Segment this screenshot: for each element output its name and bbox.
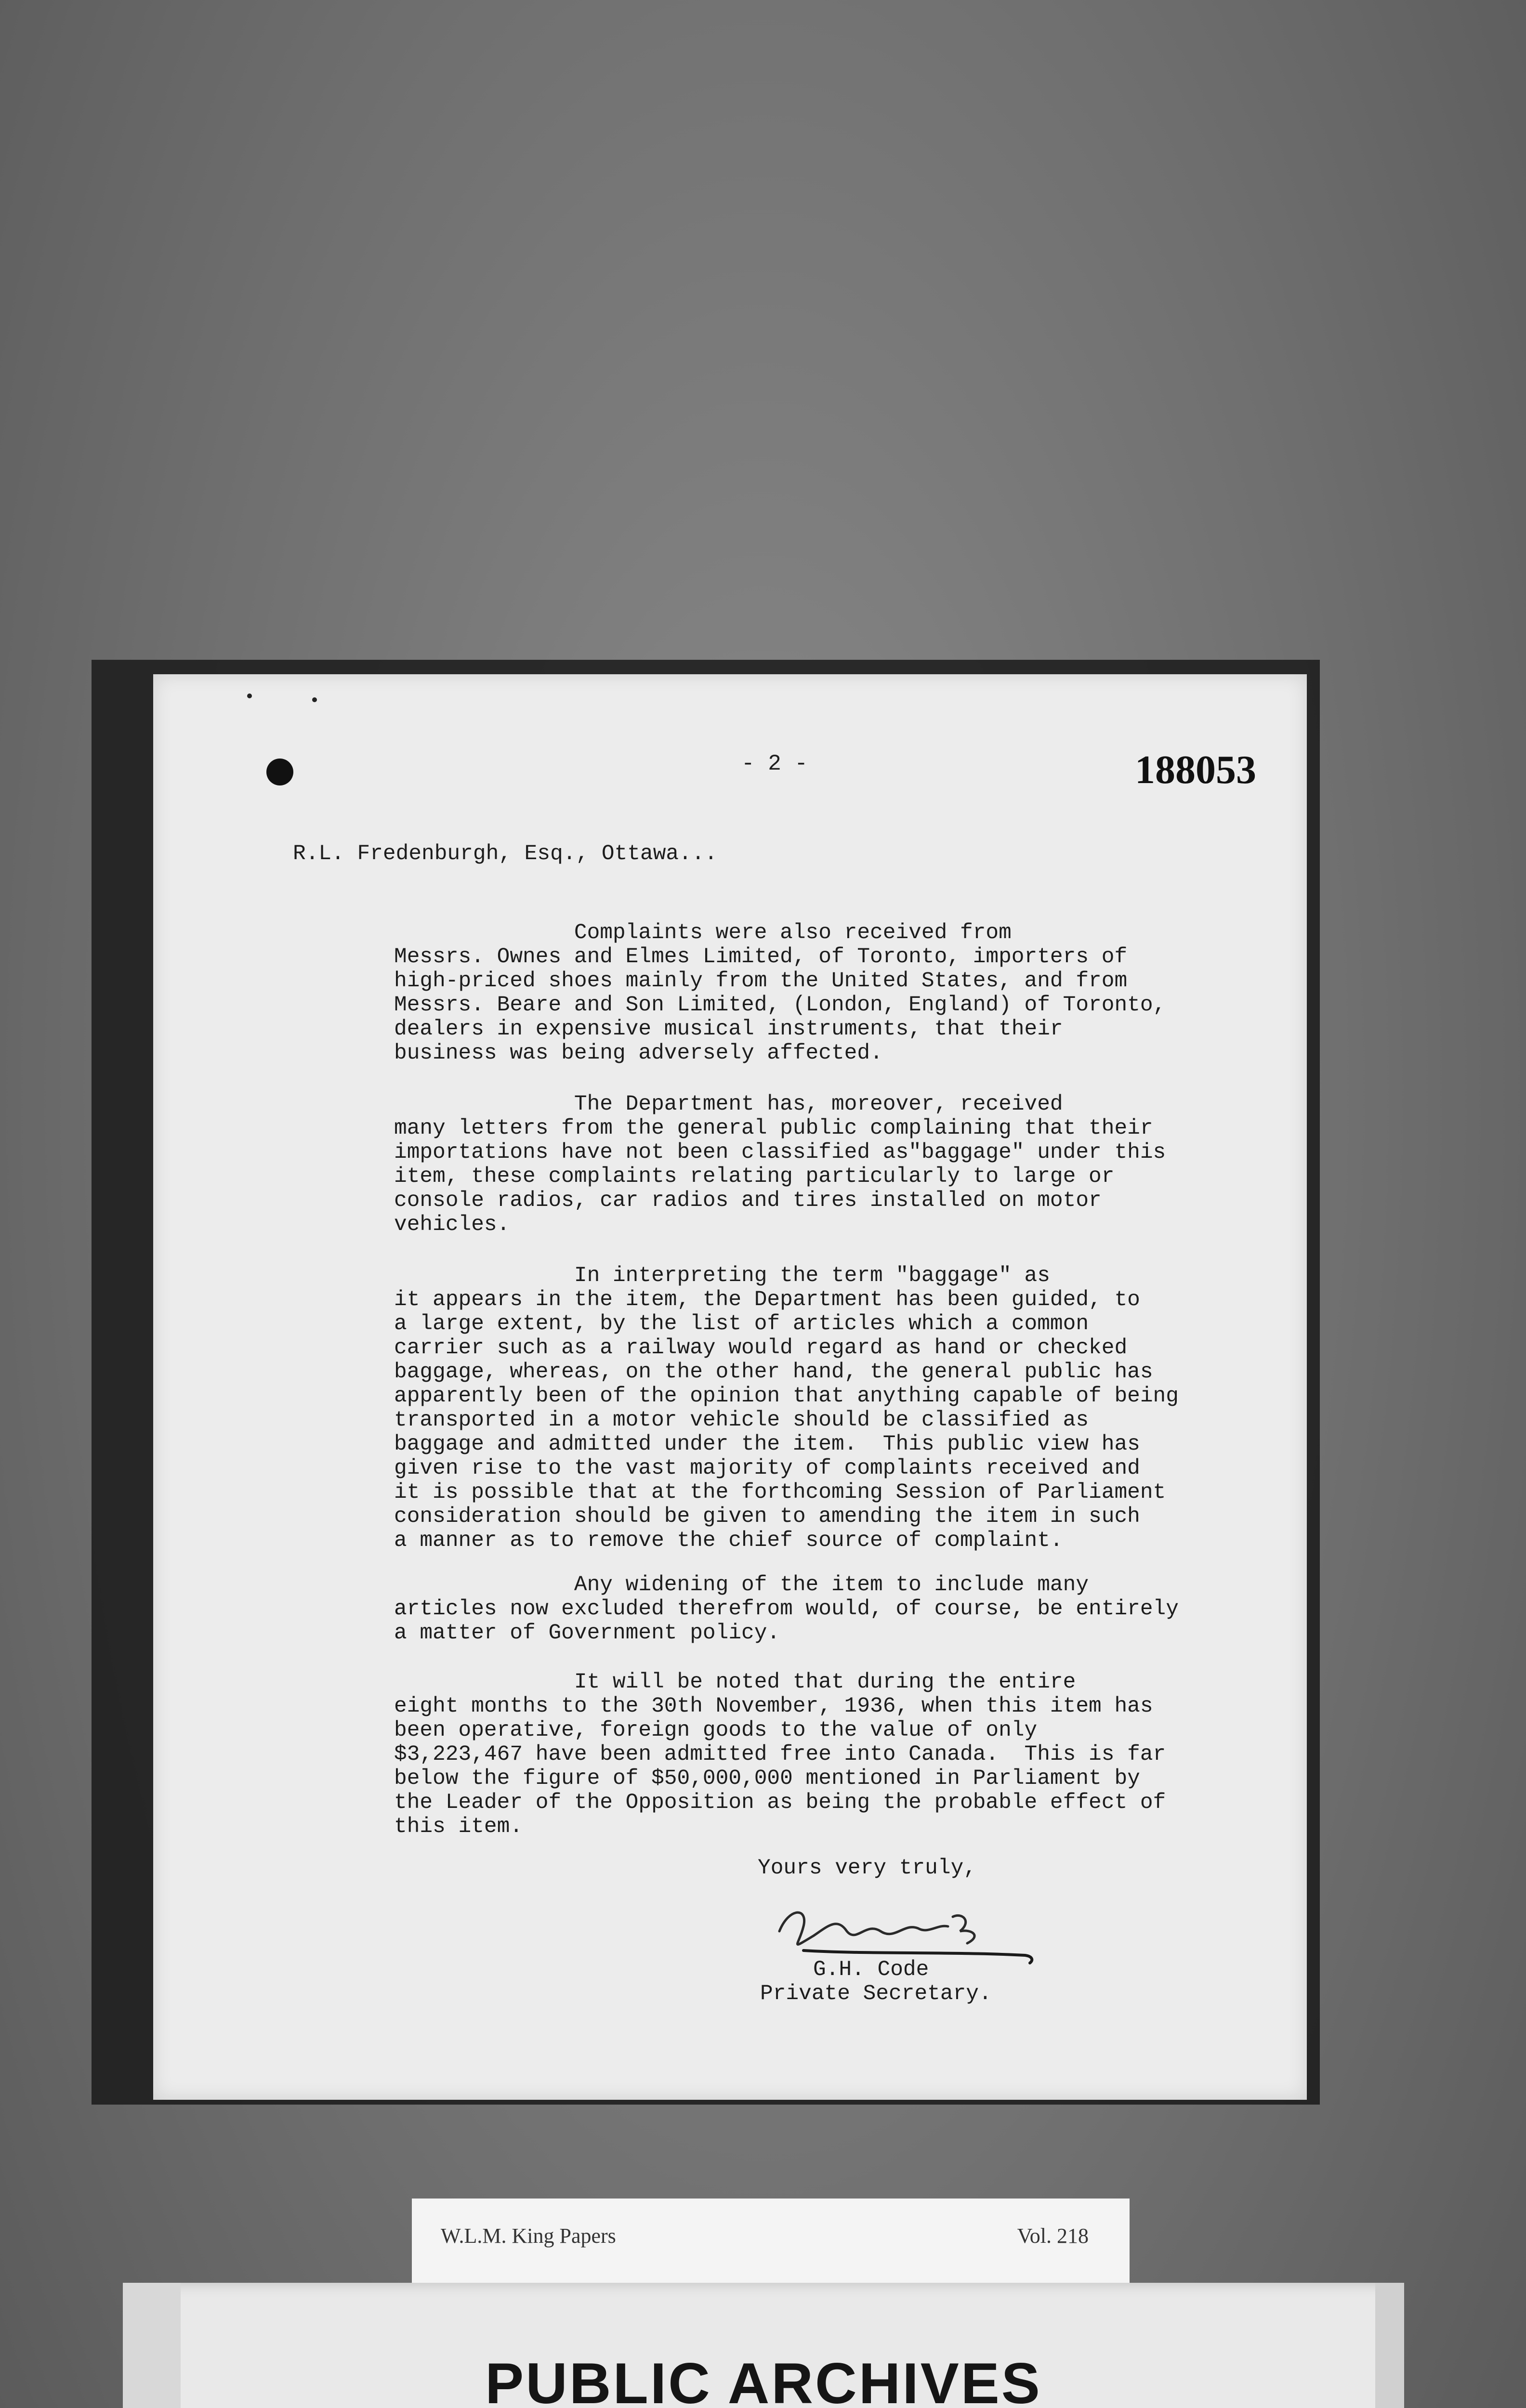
salutation: R.L. Fredenburgh, Esq., Ottawa... xyxy=(293,842,718,866)
closing: Yours very truly, xyxy=(758,1856,976,1880)
page-number: - 2 - xyxy=(741,751,808,776)
signature xyxy=(770,1898,1039,1965)
signer-name: G.H. Code xyxy=(813,1958,929,1982)
paragraph-general-public: The Department has, moreover, received many letters from the general public complaining that their importations have not been classified as"baggage" under this item, these complaints relating particularly to large or console radios, car radios and tires installed on motor vehicles. xyxy=(394,1092,1166,1237)
document-number: 188053 xyxy=(1135,747,1256,792)
paper-speck xyxy=(247,694,252,698)
paragraph-baggage-interpretation: In interpreting the term "baggage" as it appears in the item, the Department has been guided, to a large extent, by the list of articles which a common carrier such as a railway would regard as hand or checked baggage, whereas, on the other hand, the general public has apparently been of the opinion that anything capable of being transported in a motor vehicle should be classified as baggage and admitted under the item. This public view has given rise to the vast majority of complaints received and it is possible that at the forthcoming Session of Parliament consideration should be given to amending the item in such a manner as to remove the chief source of complaint. xyxy=(394,1264,1179,1553)
paragraph-complaints: Complaints were also received from Messrs. Ownes and Elmes Limited, of Toronto, importers of high-priced shoes mainly from the United States, and from Messrs. Beare and Son Limited, (London, England) of Toronto, dealers in expensive musical instruments, that their business was being adversely affected. xyxy=(394,921,1166,1065)
signer-title: Private Secretary. xyxy=(760,1982,992,2006)
archives-card xyxy=(123,2283,1404,2408)
collection-name: W.L.M. King Papers xyxy=(441,2224,616,2248)
paragraph-government-policy: Any widening of the item to include many articles now excluded therefrom would, of course, be entirely a matter of Government policy. xyxy=(394,1573,1179,1645)
collection-slip xyxy=(412,2199,1130,2283)
archives-title-english: PUBLIC ARCHIVES xyxy=(485,2351,1042,2408)
letter-page xyxy=(153,674,1307,2100)
volume-number: Vol. 218 xyxy=(1017,2224,1089,2248)
paper-speck xyxy=(312,697,317,702)
punch-hole xyxy=(266,759,293,785)
paragraph-goods-value: It will be noted that during the entire eight months to the 30th November, 1936, when this item has been operative, foreign goods to the value of only $3,223,467 have been admitted free into Canada. This is far below the figure of $50,000,000 mentioned in Parliament by the Leader of the Opposition as being the probable effect of this item. xyxy=(394,1670,1166,1839)
